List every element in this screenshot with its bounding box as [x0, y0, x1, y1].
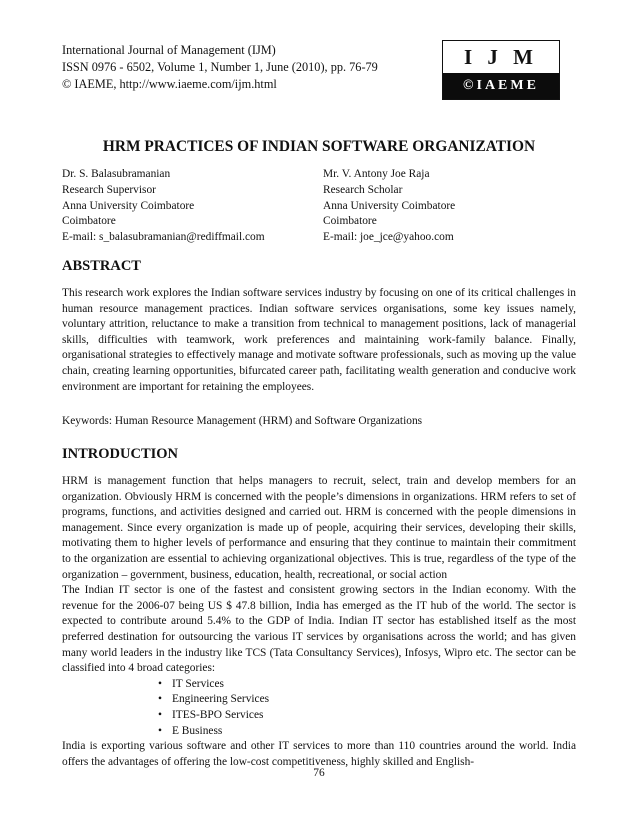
bullet-icon: •	[158, 724, 162, 737]
journal-issn: ISSN 0976 - 6502, Volume 1, Number 1, June (2010), pp. 76-79	[62, 60, 378, 74]
author-affiliation: Anna University Coimbatore	[323, 199, 456, 212]
logo-title: I J M	[443, 41, 559, 73]
author-name: Dr. S. Balasubramanian	[62, 168, 171, 180]
author-email: E-mail: joe_jce@yahoo.com	[323, 231, 454, 244]
author-role: Research Supervisor	[62, 183, 156, 196]
author-city: Coimbatore	[62, 215, 116, 228]
keywords-text: Keywords: Human Resource Management (HRM) and Software Organizations	[62, 415, 423, 427]
author-block-2	[323, 167, 455, 246]
author-email: E-mail: s_balasubramanian@rediffmail.com	[62, 231, 265, 244]
journal-name: International Journal of Management (IJM)	[62, 43, 276, 57]
author-block-1	[62, 167, 265, 246]
abstract-paragraph: This research work explores the Indian software services industry by focusing on one of its critical challenges in human resource management practices. Indian software services organisations, some key issues namely, voluntary attrition, reluctance to make a transition from technical to management positions, lack of managerial skills, difficulties with teamwork, work preferences and maintaining work-family balance. Finally, organisational strategies to effectively manage and motivate software professionals, such as moving up the value chain, creating learning opportunities, bifurcated career path, facilitating wealth generation and conducive work environment are important for retaining the employees.	[62, 287, 576, 393]
introduction-body	[62, 474, 576, 770]
introduction-heading: INTRODUCTION	[62, 446, 179, 462]
list-item: • E Business	[62, 724, 576, 740]
author-role: Research Scholar	[323, 183, 403, 196]
journal-publisher: © IAEME, http://www.iaeme.com/ijm.html	[62, 77, 277, 91]
intro-paragraph-3: India is exporting various software and other IT services to more than 110 countries around the world. India offers the advantages of offering the low-cost competitiveness, highly skilled and English-	[62, 740, 576, 768]
bullet-icon: •	[158, 677, 162, 690]
list-item: • Engineering Services	[62, 692, 576, 708]
journal-header	[62, 42, 442, 93]
bullet-icon: •	[158, 708, 162, 721]
journal-logo	[442, 40, 560, 100]
paper-title: HRM PRACTICES OF INDIAN SOFTWARE ORGANIZATION	[102, 138, 536, 155]
abstract-heading: ABSTRACT	[62, 258, 141, 274]
page-number: 76	[313, 767, 325, 779]
keywords-block	[62, 414, 576, 430]
abstract-body	[62, 286, 576, 395]
bullet-icon: •	[158, 693, 162, 706]
category-list	[62, 677, 576, 739]
intro-paragraph-1: HRM is management function that helps managers to recruit, select, train and develop members for an organization. Obviously HRM is concerned with the people’s dimensions in organizations. HRM refers to set of programs, functions, and activities designed and carried out. HRM is concerned with the people dimensions in management. Since every organization is made up of people, acquiring their services, developing their skills, motivating them to higher levels of performance and ensuring that they continue to maintain their commitment to the organization are essential to achieving organizational objectives. This is true, regardless of the type of the organization – government, business, education, health, recreational, or social action	[62, 475, 576, 581]
author-city: Coimbatore	[323, 215, 377, 228]
author-name: Mr. V. Antony Joe Raja	[323, 168, 430, 180]
author-affiliation: Anna University Coimbatore	[62, 199, 195, 212]
list-item: • ITES-BPO Services	[62, 708, 576, 724]
list-item: • IT Services	[62, 677, 576, 693]
logo-publisher: ©IAEME	[443, 73, 559, 99]
intro-paragraph-2: The Indian IT sector is one of the fastest and consistent growing sectors in the Indian economy. With the revenue for the 2006-07 being US $ 47.8 billion, India has emerged as the IT hub of the world. The sector is expected to contribute around 5.4% to the GDP of India. Indian IT sector has established itself as the most preferred destination for outsourcing the various IT services by organisations across the world; and has given many world leaders in the industry like TCS (Tata Consultancy Services), Infosys, Wipro etc. The sector can be classified into 4 broad categories:	[62, 584, 576, 675]
